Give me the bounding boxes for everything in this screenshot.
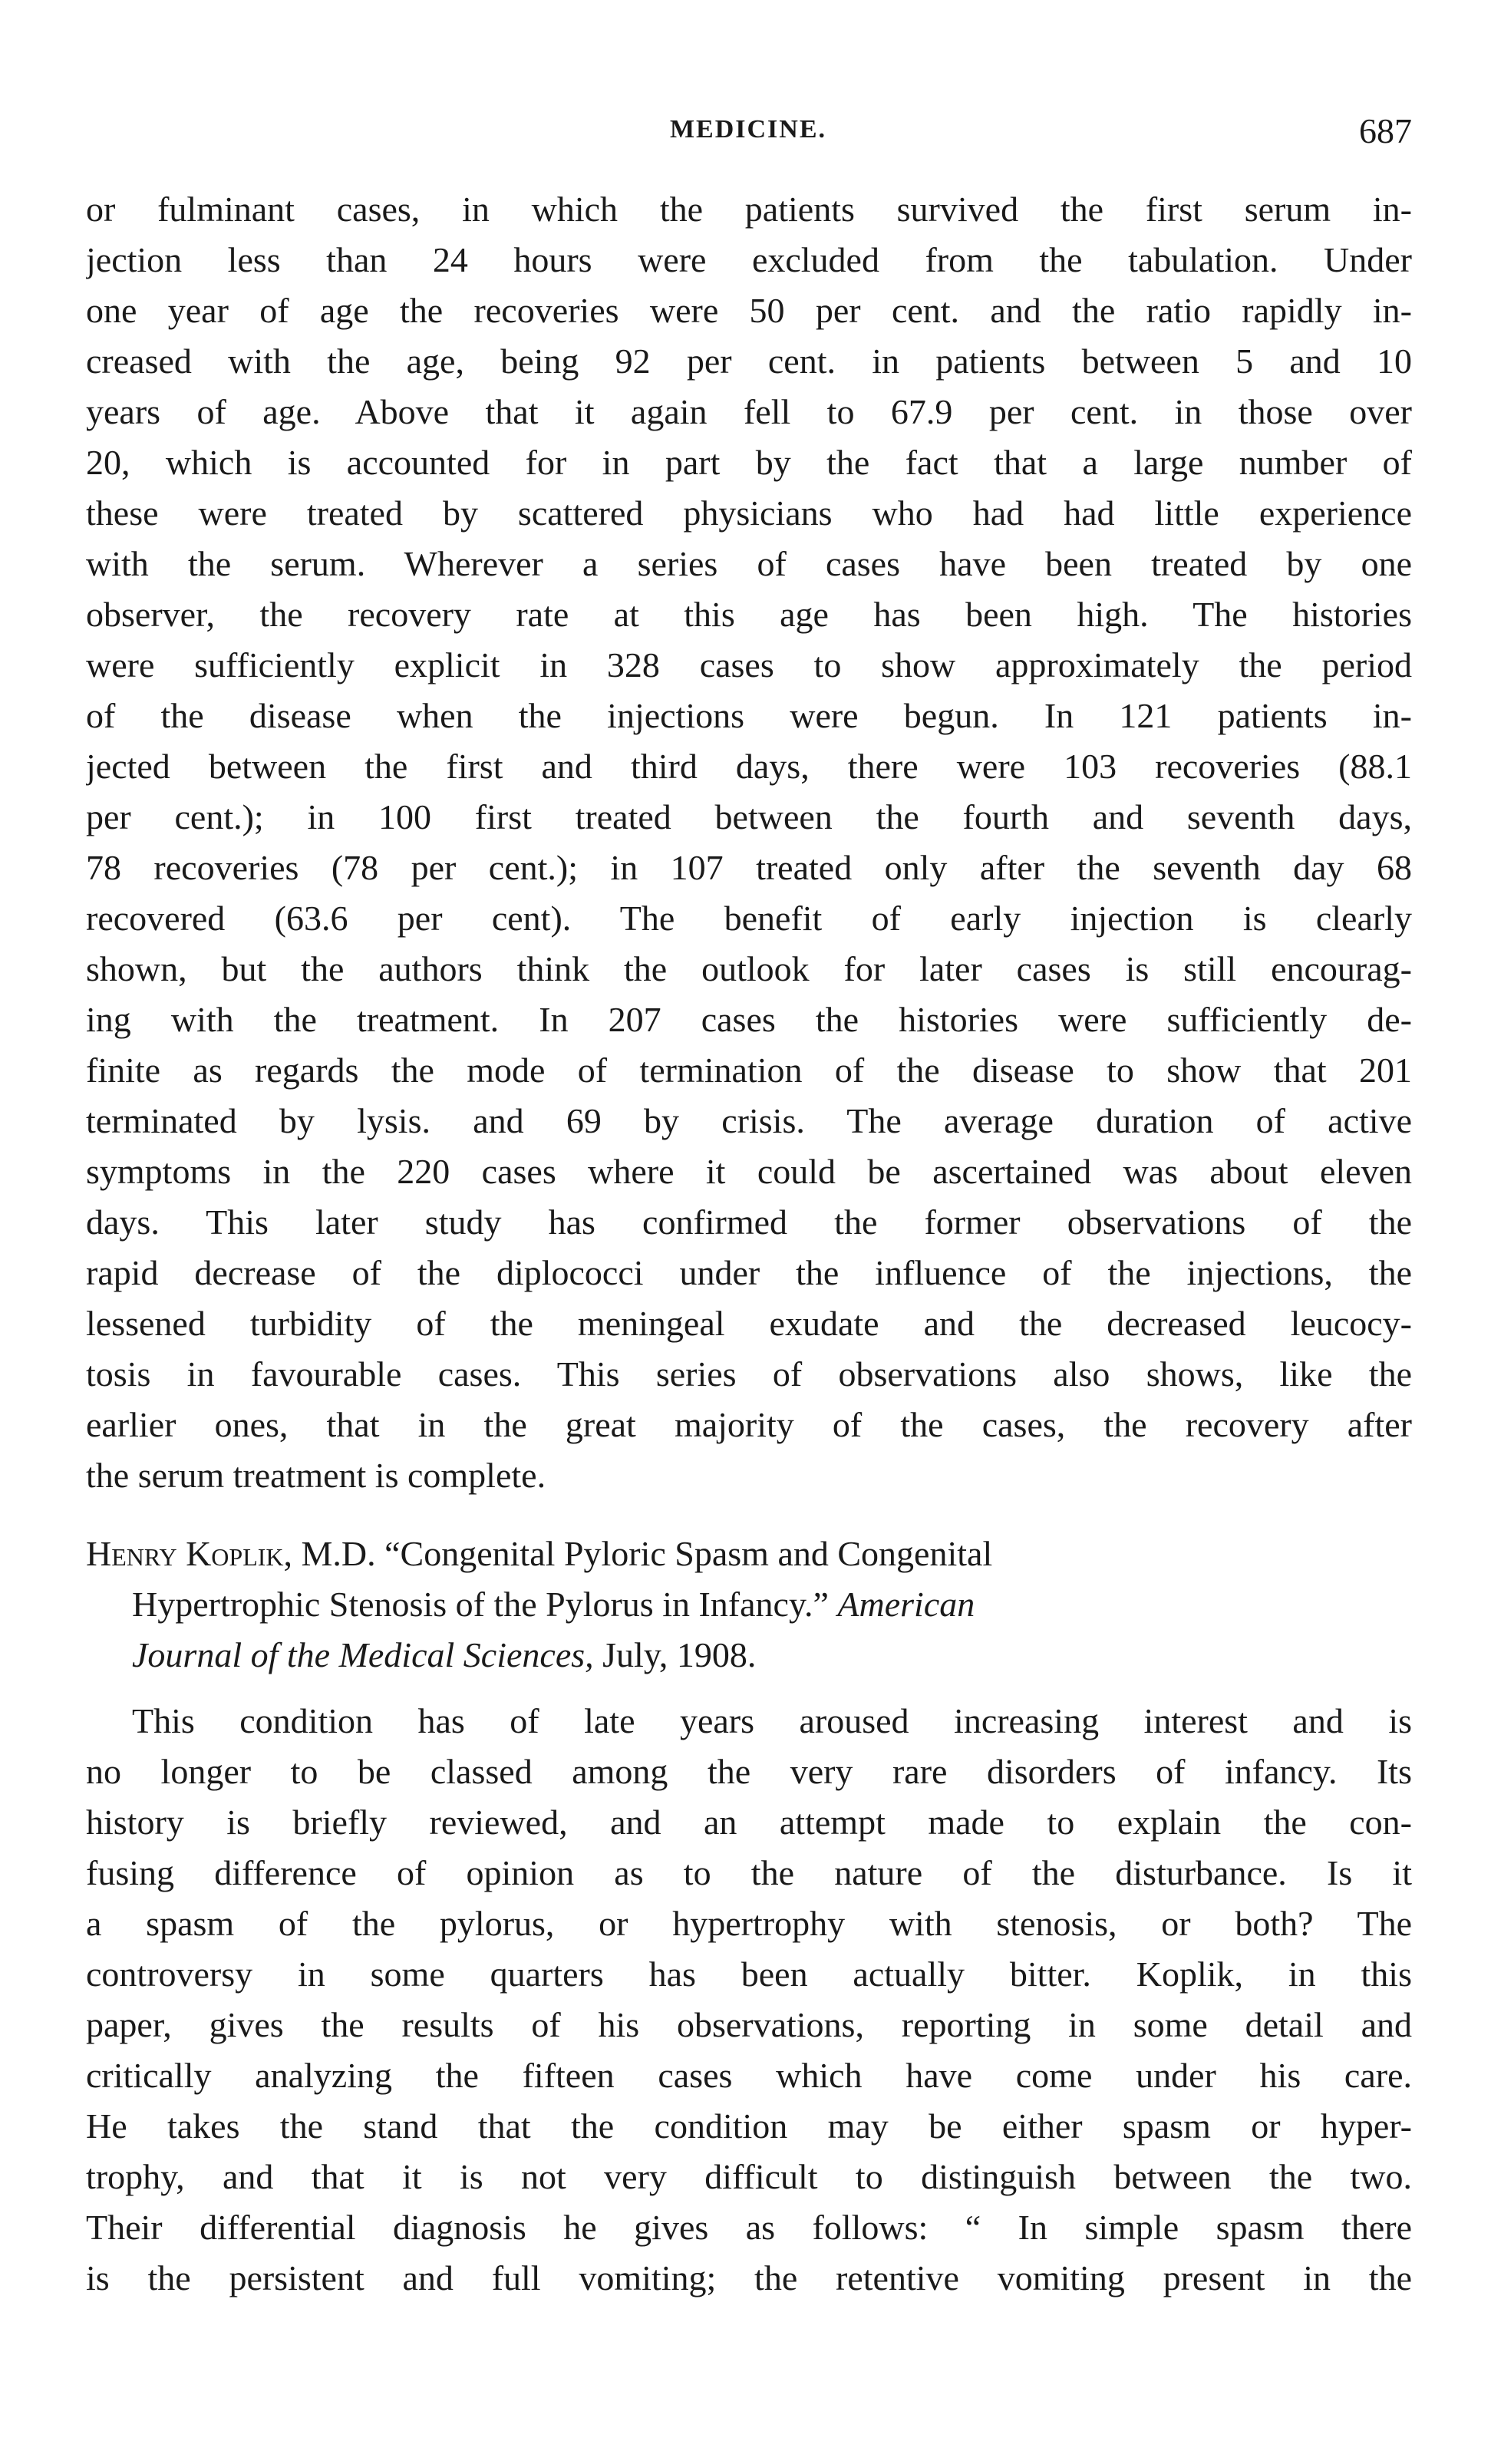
text-line: creased with the age, being 92 per cent. in patients between 5 and 10 [86, 341, 1412, 381]
text-line: days. This later study has confirmed the former observations of the [86, 1202, 1412, 1242]
page-number: 687 [1359, 111, 1412, 150]
text-line: This condition has of late years aroused increasing interest and is [132, 1701, 1412, 1740]
text-line: terminated by lysis. and 69 by crisis. The average duration of active [86, 1101, 1412, 1140]
text-line: earlier ones, that in the great majority of the cases, the recovery after [86, 1405, 1412, 1444]
text-line: jected between the first and third days, there were 103 recoveries (88.1 [86, 747, 1412, 786]
text-line: no longer to be classed among the very rare disorders of infancy. Its [86, 1752, 1412, 1791]
text-line: of the disease when the injections were begun. In 121 patients in- [86, 696, 1412, 735]
text-line: tosis in favourable cases. This series of observations also shows, like the [86, 1354, 1412, 1394]
text-line: jection less than 24 hours were excluded from the tabulation. Under [86, 240, 1412, 279]
text-line: Their differential diagnosis he gives as follows: “ In simple spasm there [86, 2208, 1412, 2247]
citation-block [86, 1529, 1412, 1681]
text-line: 78 recoveries (78 per cent.); in 107 treated only after the seventh day 68 [86, 848, 1412, 887]
text-line: shown, but the authors think the outlook for later cases is still encourag- [86, 949, 1412, 988]
page-header [84, 111, 1412, 161]
text-line: controversy in some quarters has been actually bitter. Koplik, in this [86, 1954, 1412, 1994]
text-line: observer, the recovery rate at this age has been high. The histories [86, 595, 1412, 634]
text-line: were sufficiently explicit in 328 cases to show approximately the period [86, 645, 1412, 684]
text-line: recovered (63.6 per cent). The benefit of early injection is clearly [86, 899, 1412, 938]
text-line: He takes the stand that the condition may be either spasm or hyper- [86, 2106, 1412, 2146]
text-line: ing with the treatment. In 207 cases the histories were sufficiently de- [86, 1000, 1412, 1039]
paragraph-pyloric-spasm [86, 1696, 1412, 2304]
text-line: history is briefly reviewed, and an attempt made to explain the con- [86, 1803, 1412, 1842]
citation-journal-part1: American [837, 1585, 975, 1624]
paragraph-serum-statistics [86, 184, 1412, 1501]
citation-title-part1: “Congenital Pyloric Spasm and Congenital [384, 1534, 993, 1573]
text-line: critically analyzing the fifteen cases which have come under his care. [86, 2056, 1412, 2095]
citation-journal-part2: Journal of the Medical Sciences, [132, 1635, 594, 1674]
text-line: years of age. Above that it again fell to 67.9 per cent. in those over [86, 392, 1412, 431]
text-line: these were treated by scattered physicians who had had little experience [86, 493, 1412, 533]
text-line: per cent.); in 100 first treated between the fourth and seventh days, [86, 797, 1412, 836]
citation-title-part2: Hypertrophic Stenosis of the Pylorus in Infancy.” [132, 1585, 829, 1624]
citation-author: Henry Koplik, M.D. [86, 1534, 376, 1573]
citation-line [86, 1529, 1412, 1579]
citation-line [86, 1630, 1412, 1681]
text-line: one year of age the recoveries were 50 per cent. and the ratio rapidly in- [86, 291, 1412, 330]
running-head: MEDICINE. [669, 115, 827, 143]
text-line: trophy, and that it is not very difficult to distinguish between the two. [86, 2157, 1412, 2196]
text-line: 20, which is accounted for in part by the fact that a large number of [86, 443, 1412, 482]
text-line: lessened turbidity of the meningeal exudate and the decreased leucocy- [86, 1304, 1412, 1343]
text-line: or fulminant cases, in which the patients survived the first serum in- [86, 190, 1412, 229]
text-line: the serum treatment is complete. [86, 1456, 546, 1495]
text-line: is the persistent and full vomiting; the retentive vomiting present in the [86, 2258, 1412, 2297]
text-line: with the serum. Wherever a series of cases have been treated by one [86, 544, 1412, 583]
text-line: rapid decrease of the diplococci under the influence of the injections, the [86, 1253, 1412, 1292]
page-body [86, 184, 1412, 2304]
text-line: fusing difference of opinion as to the nature of the disturbance. Is it [86, 1853, 1412, 1892]
citation-line [86, 1579, 1412, 1630]
citation-date: July, 1908. [602, 1635, 757, 1674]
text-line: finite as regards the mode of termination of the disease to show that 201 [86, 1051, 1412, 1090]
text-line: paper, gives the results of his observations, reporting in some detail and [86, 2005, 1412, 2044]
text-line: symptoms in the 220 cases where it could be ascertained was about eleven [86, 1152, 1412, 1191]
text-line: a spasm of the pylorus, or hypertrophy with stenosis, or both? The [86, 1904, 1412, 1943]
